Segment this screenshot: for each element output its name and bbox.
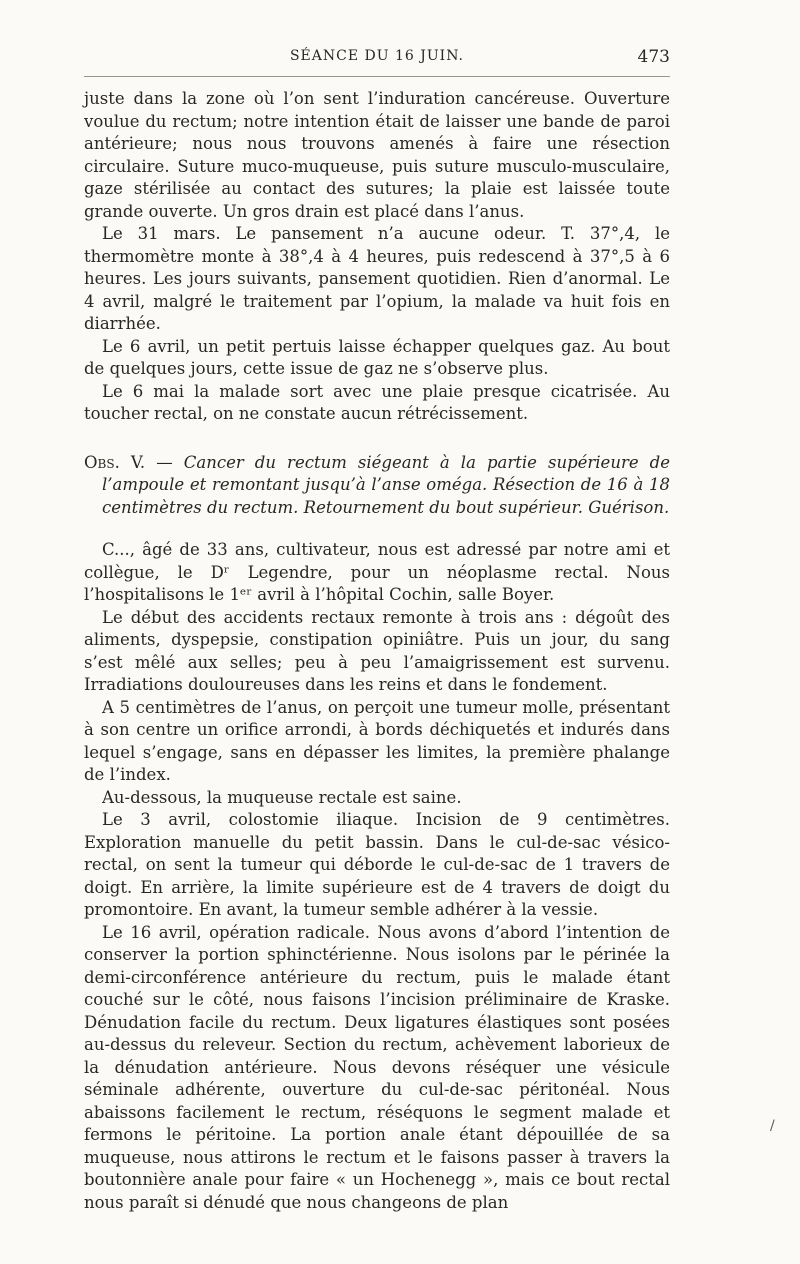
paragraph: Le 16 avril, opération radicale. Nous avons d’abord l’intention de conserver la portion sphinctérienne. Nous isolons par le périnée la demi-circonférence antérieure du rectum, puis le malade étant couché sur le côté, nous faisons l’incision préliminaire de Kraske. Dénudation facile du rectum. Deux ligatures élastiques sont posées au-dessus du releveur. Section du rectum, achèvement laborieux de la dénudation antérieure. Nous devons réséquer une vésicule séminale adhérente, ouverture du cul-de-sac péritonéal. Nous abaissons facilement le rectum, réséquons le segment malade et fermons le péritoine. La portion anale étant dépouillée de sa muqueuse, nous attirons le rectum et le faisons passer à travers la boutonnière anale pour faire « un Hochenegg », mais ce bout rectal nous paraît si dénudé que nous changeons de plan bbox=[84, 922, 670, 1212]
observation-title: Cancer du rectum siégeant à la partie supérieure de l’ampoule et remontant jusqu’à l’anse oméga. Résection de 16 à 18 centimètres du rectum. Retournement du bout supérieur. Guérison. bbox=[102, 452, 670, 517]
paragraph: juste dans la zone où l’on sent l’induration cancéreuse. Ouverture voulue du rectum; notre intention était de laisser une bande de paroi antérieure; nous nous trouvons amenés à faire une résection circulaire. Suture muco-muqueuse, puis suture musculo-musculaire, gaze stérilisée au contact des sutures; la plaie est laissée toute grande ouverte. Un gros drain est placé dans l’anus. bbox=[84, 89, 670, 221]
observation-label: Obs. V. — bbox=[84, 452, 173, 472]
page-body bbox=[84, 88, 670, 1214]
running-header bbox=[84, 48, 670, 78]
paragraph: A 5 centimètres de l’anus, on perçoit une tumeur molle, présentant à son centre un orifice arrondi, à bords déchiquetés et indurés dans lequel s’engage, sans en dépasser les limites, la première phalange de l’index. bbox=[84, 697, 670, 784]
paragraph: Au-dessous, la muqueuse rectale est saine. bbox=[102, 787, 462, 807]
paragraph: Le 3 avril, colostomie iliaque. Incision de 9 centimètres. Exploration manuelle du petit bassin. Dans le cul-de-sac vésico-rectal, on sent la tumeur qui déborde le cul-de-sac de 1 travers de doigt. En arrière, la limite supérieure est de 4 travers de doigt du promontoire. En avant, la tumeur semble adhérer à la vessie. bbox=[84, 810, 670, 919]
paragraph: Le 6 avril, un petit pertuis laisse échapper quelques gaz. Au bout de quelques jours, cette issue de gaz ne s’observe plus. bbox=[84, 336, 670, 378]
header-rule bbox=[84, 76, 670, 77]
paragraph: Le 6 mai la malade sort avec une plaie presque cicatrisée. Au toucher rectal, on ne constate aucun rétrécissement. bbox=[84, 381, 670, 423]
observation-heading bbox=[84, 452, 670, 520]
paragraph: Le 31 mars. Le pansement n’a aucune odeur. T. 37°,4, le thermomètre monte à 38°,4 à 4 heures, puis redescend à 37°,5 à 6 heures. Les jours suivants, pansement quotidien. Rien d’anormal. Le 4 avril, malgré le traitement par l’opium, la malade va huit fois en diarrhée. bbox=[84, 224, 670, 333]
paragraph: Le début des accidents rectaux remonte à trois ans : dégoût des aliments, dyspepsie, constipation opiniâtre. Puis un jour, du sang s’est mêlé aux selles; peu à peu l’amaigrissement est survenu. Irradiations douloureuses dans les reins et dans le fondement. bbox=[84, 607, 670, 694]
page-number: 473 bbox=[637, 47, 670, 67]
paragraph: C..., âgé de 33 ans, cultivateur, nous est adressé par notre ami et collègue, le Dʳ Legendre, pour un néoplasme rectal. Nous l’hospitalisons le 1ᵉʳ avril à l’hôpital Cochin, salle Boyer. bbox=[84, 540, 670, 604]
margin-mark: / bbox=[770, 1118, 775, 1134]
header-title: SÉANCE DU 16 JUIN. bbox=[289, 48, 465, 64]
